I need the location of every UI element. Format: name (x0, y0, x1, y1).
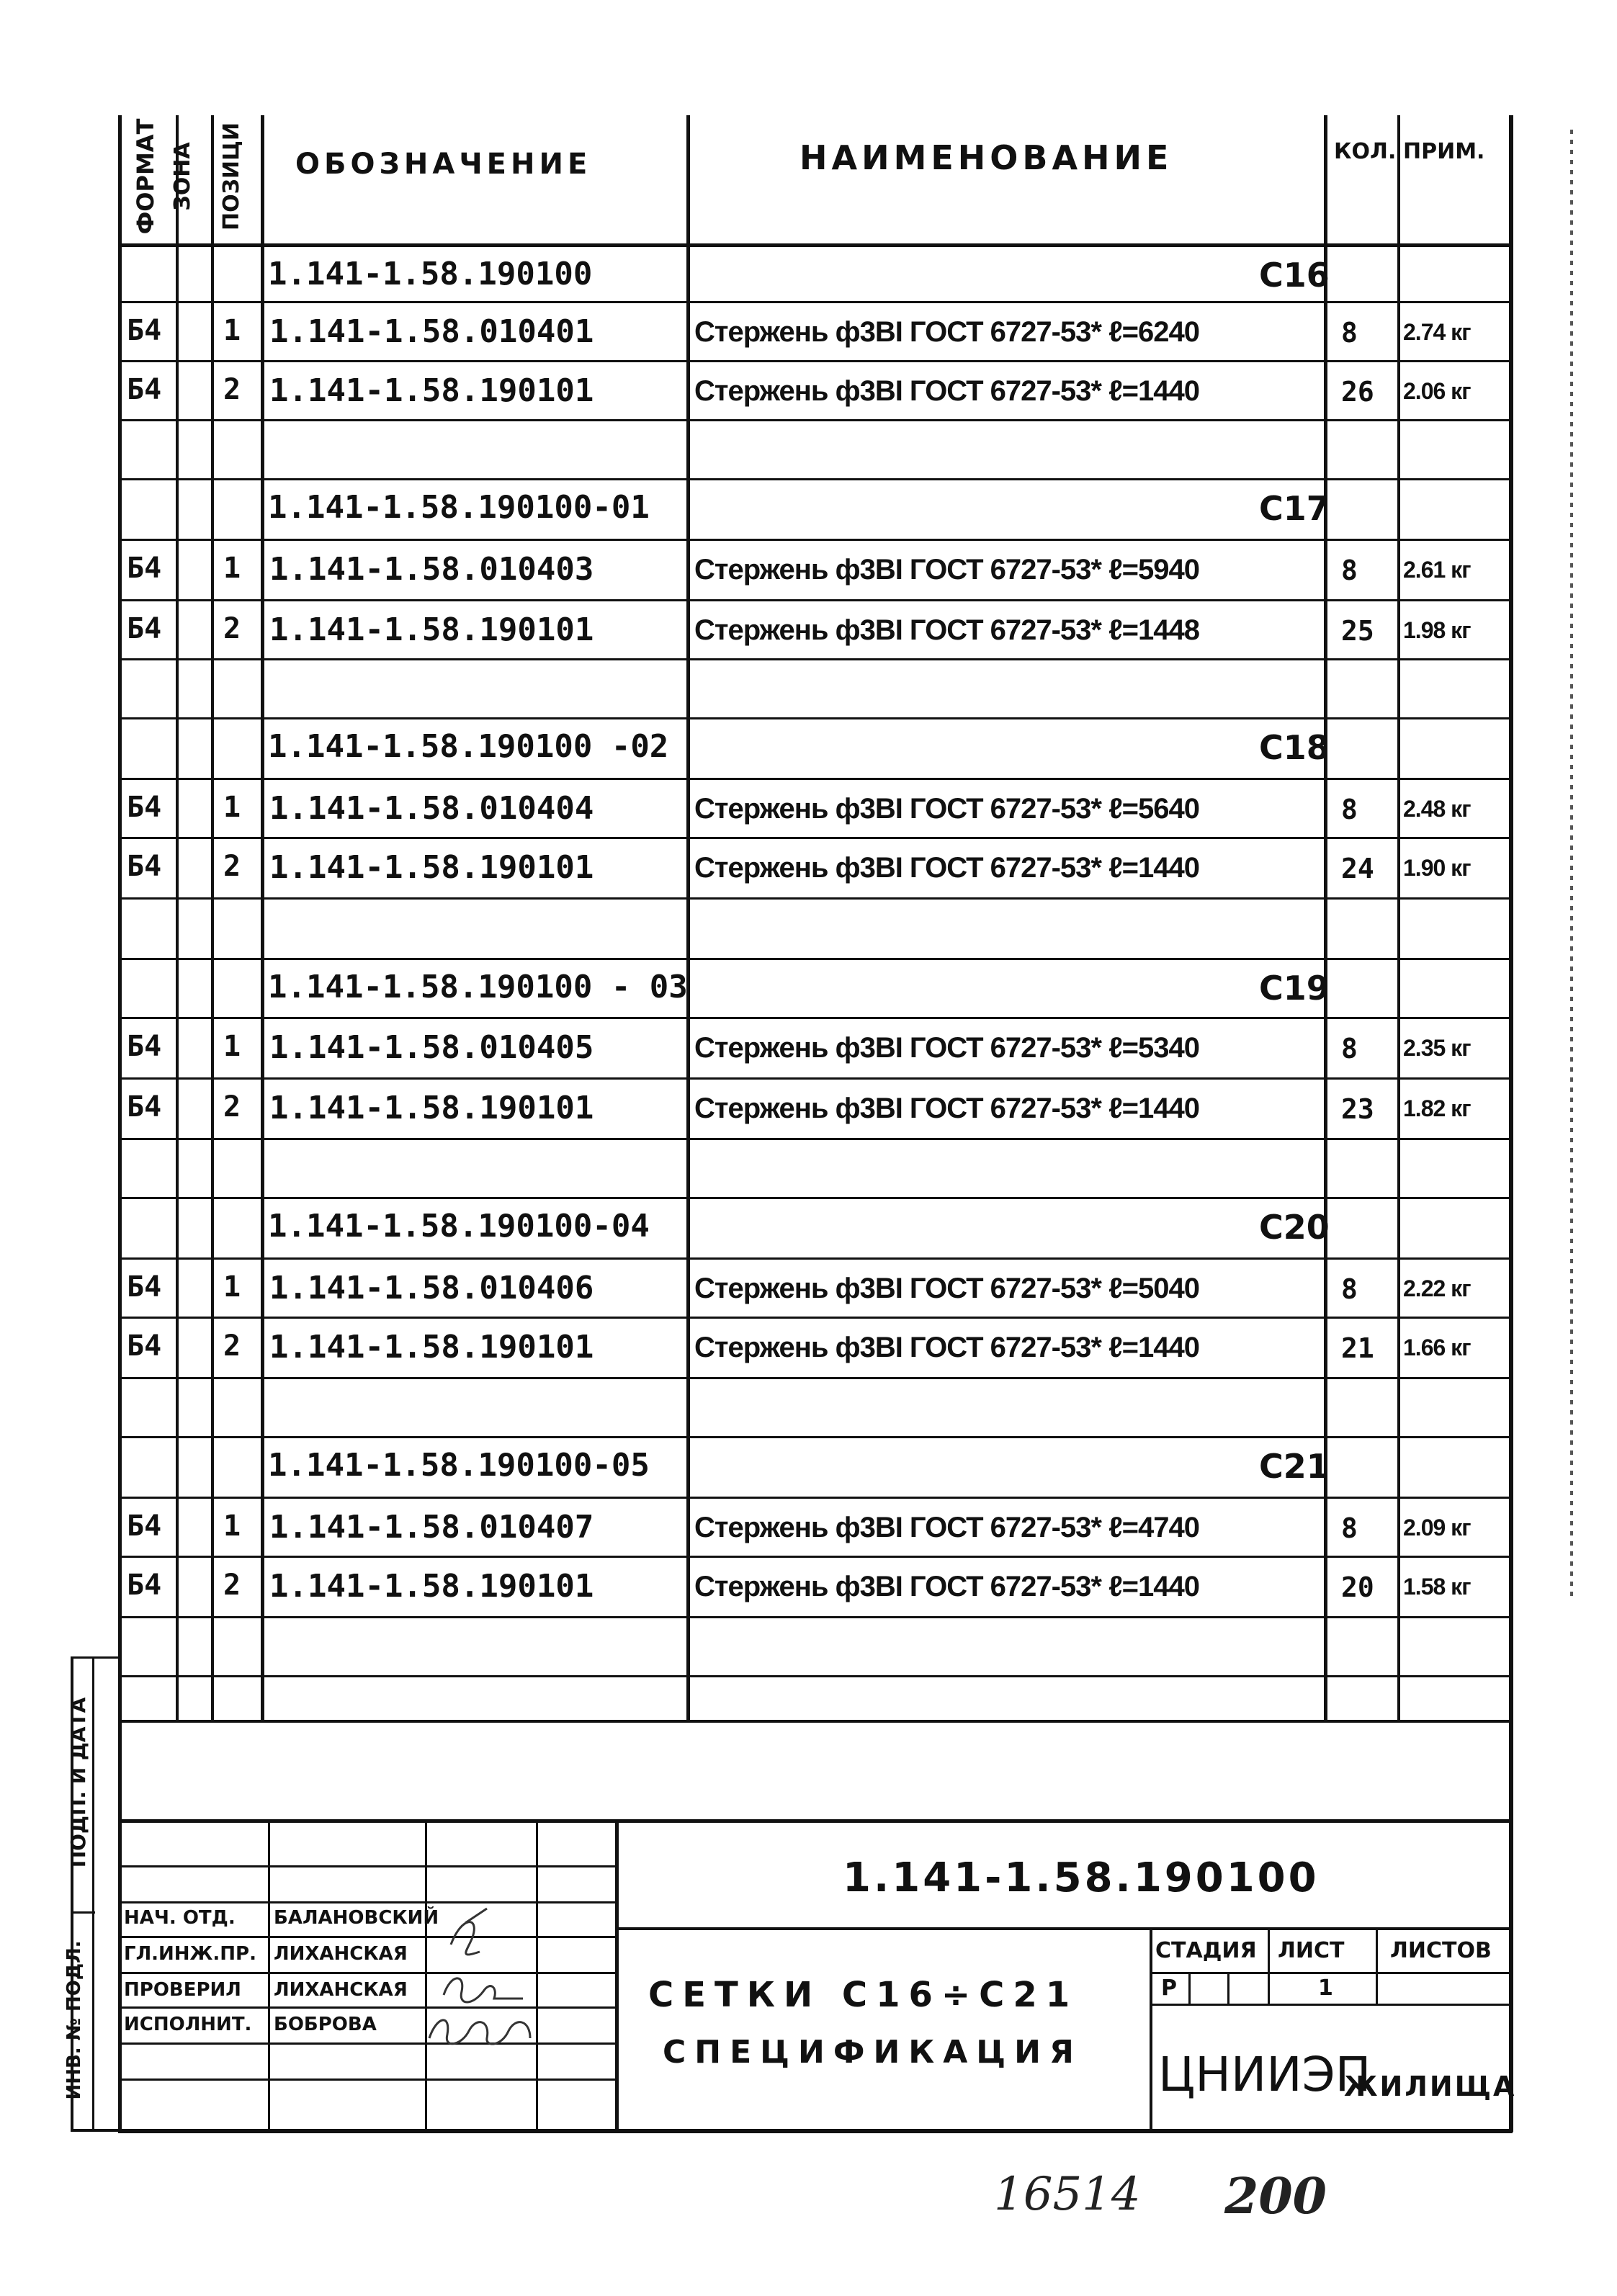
row-line (118, 419, 1513, 421)
row-format: Б4 (127, 1270, 162, 1304)
row-position: 1 (223, 552, 241, 585)
group-mark: С19 (1259, 969, 1330, 1008)
header-note: ПРИМ. (1403, 139, 1485, 164)
row-note: 2.22 кг (1403, 1275, 1471, 1301)
col-line-designation (686, 115, 690, 1721)
row-designation: 1.141-1.58.010407 (269, 1509, 594, 1546)
tb-stage-label: СТАДИЯ (1155, 1938, 1257, 1963)
tb-main-divider (615, 1819, 619, 2130)
row-position: 2 (223, 1329, 241, 1363)
row-line (118, 658, 1513, 660)
col-line-pos (261, 115, 264, 1721)
row-position: 1 (223, 1270, 241, 1304)
row-name: Стержень ф3ВI ГОСТ 6727-53* ℓ=1440 (694, 1332, 1199, 1363)
tb-role: ГЛ.ИНЖ.ПР. (124, 1943, 256, 1965)
group-mark: С18 (1259, 728, 1330, 767)
group-mark: С17 (1259, 489, 1330, 528)
header-designation: ОБОЗНАЧЕНИЕ (295, 148, 592, 181)
group-designation: 1.141-1.58.190100 -02 (268, 728, 669, 765)
tb-person: ЛИХАНСКАЯ (274, 1979, 408, 2001)
tb-stage-header-bottom (1150, 1972, 1513, 1974)
row-qty: 25 (1341, 615, 1374, 647)
row-line (118, 599, 1513, 601)
row-designation: 1.141-1.58.190101 (269, 1568, 594, 1605)
group-designation: 1.141-1.58.190100 - 03 (268, 969, 688, 1005)
tb-organization-suffix: ЖИЛИЩА (1344, 2071, 1517, 2102)
row-note: 2.06 кг (1403, 378, 1471, 404)
row-designation: 1.141-1.58.010406 (269, 1270, 594, 1306)
row-name: Стержень ф3ВI ГОСТ 6727-53* ℓ=5340 (694, 1032, 1199, 1064)
tb-organization-logo: ЦНИИЭП (1158, 2047, 1371, 2102)
row-format: Б4 (127, 791, 162, 824)
row-format: Б4 (127, 612, 162, 645)
row-position: 1 (223, 1510, 241, 1543)
header-bottom-line (118, 243, 1513, 247)
row-position: 1 (223, 314, 241, 347)
tb-sheets-label: ЛИСТОВ (1390, 1938, 1492, 1963)
table-border-right (1509, 115, 1513, 2132)
group-mark: С16 (1259, 256, 1330, 295)
row-note: 1.90 кг (1403, 855, 1471, 881)
col-line-note (1397, 115, 1400, 1721)
row-name: Стержень ф3ВI ГОСТ 6727-53* ℓ=1440 (694, 1093, 1199, 1124)
side-stamp-inv-no: ИНВ. № ПОДЛ. (63, 1940, 85, 2100)
row-name: Стержень ф3ВI ГОСТ 6727-53* ℓ=1440 (694, 1571, 1199, 1602)
row-note: 2.35 кг (1403, 1035, 1471, 1061)
row-note: 1.98 кг (1403, 617, 1471, 643)
row-designation: 1.141-1.58.010405 (269, 1029, 594, 1066)
tb-doc-code: 1.141-1.58.190100 (843, 1855, 1320, 1901)
tb-title-line2: СПЕЦИФИКАЦИЯ (663, 2034, 1083, 2071)
row-line (118, 1197, 1513, 1199)
handwritten-number: 16514 (994, 2168, 1141, 2221)
row-designation: 1.141-1.58.010401 (269, 313, 594, 350)
row-line (118, 717, 1513, 719)
row-position: 2 (223, 850, 241, 883)
header-position: ПОЗИЦИ (219, 122, 244, 230)
tb-role: ИСПОЛНИТ. (124, 2014, 252, 2035)
row-note: 2.74 кг (1403, 319, 1471, 345)
row-line (118, 1556, 1513, 1558)
side-stamp-sign-date: ПОДП. И ДАТА (66, 1697, 90, 1868)
row-line (118, 1675, 1513, 1677)
row-position: 1 (223, 791, 241, 824)
header-zone: ЗОНА (170, 142, 195, 211)
tb-role: ПРОВЕРИЛ (124, 1979, 241, 2001)
side-stamp-bottom (71, 2129, 121, 2132)
tb-code-bottom (615, 1927, 1513, 1930)
row-line (118, 778, 1513, 780)
row-format: Б4 (127, 1569, 162, 1602)
row-qty: 8 (1341, 1512, 1358, 1544)
row-line (118, 1616, 1513, 1618)
row-format: Б4 (127, 552, 162, 585)
tb-sig-row (118, 1901, 615, 1903)
group-designation: 1.141-1.58.190100 (268, 256, 593, 292)
row-qty: 20 (1341, 1571, 1374, 1603)
tb-sig-row (118, 2078, 615, 2081)
tb-sig-row (118, 1936, 615, 1938)
tb-role: НАЧ. ОТД. (124, 1907, 236, 1929)
tb-person: БАЛАНОВСКИЙ (274, 1907, 439, 1929)
row-line (118, 360, 1513, 362)
row-position: 2 (223, 373, 241, 406)
row-qty: 8 (1341, 317, 1358, 349)
row-line (118, 539, 1513, 541)
row-line (118, 958, 1513, 960)
tb-sheet-value: 1 (1318, 1976, 1333, 2001)
row-line (118, 1377, 1513, 1379)
row-name: Стержень ф3ВI ГОСТ 6727-53* ℓ=5940 (694, 554, 1199, 586)
row-name: Стержень ф3ВI ГОСТ 6727-53* ℓ=1440 (694, 852, 1199, 884)
header-format: ФОРМАТ (132, 118, 159, 235)
table-border-left (118, 115, 122, 1721)
row-qty: 8 (1341, 1273, 1358, 1305)
row-position: 1 (223, 1030, 241, 1063)
row-line (118, 478, 1513, 480)
row-line (118, 837, 1513, 839)
header-qty: КОЛ. (1334, 139, 1397, 164)
tb-left-border (118, 1721, 122, 2132)
row-qty: 8 (1341, 555, 1358, 586)
tb-top-line (118, 1819, 1513, 1823)
row-designation: 1.141-1.58.010404 (269, 790, 594, 827)
row-format: Б4 (127, 314, 162, 347)
row-line (118, 301, 1513, 303)
tb-sig-row (118, 1865, 615, 1867)
row-designation: 1.141-1.58.190101 (269, 611, 594, 648)
row-name: Стержень ф3ВI ГОСТ 6727-53* ℓ=6240 (694, 316, 1199, 348)
group-mark: С20 (1259, 1208, 1330, 1247)
side-stamp-divider (92, 1656, 94, 2132)
row-position: 2 (223, 612, 241, 645)
group-mark: С21 (1259, 1447, 1330, 1486)
row-format: Б4 (127, 1510, 162, 1543)
group-designation: 1.141-1.58.190100-01 (268, 489, 650, 526)
row-designation: 1.141-1.58.010403 (269, 551, 594, 588)
row-name: Стержень ф3ВI ГОСТ 6727-53* ℓ=4740 (694, 1512, 1199, 1543)
row-note: 2.61 кг (1403, 557, 1471, 583)
row-name: Стержень ф3ВI ГОСТ 6727-53* ℓ=5640 (694, 793, 1199, 825)
row-name: Стержень ф3ВI ГОСТ 6727-53* ℓ=1448 (694, 614, 1199, 646)
handwritten-page: 200 (1224, 2168, 1327, 2225)
signature-3 (422, 2002, 545, 2060)
row-qty: 23 (1341, 1093, 1374, 1125)
col-line-format (176, 115, 179, 1721)
row-name: Стержень ф3ВI ГОСТ 6727-53* ℓ=5040 (694, 1273, 1199, 1304)
row-note: 2.09 кг (1403, 1515, 1471, 1541)
row-position: 2 (223, 1569, 241, 1602)
row-qty: 8 (1341, 794, 1358, 825)
row-format: Б4 (127, 1090, 162, 1124)
row-designation: 1.141-1.58.190101 (269, 849, 594, 886)
row-line (118, 1257, 1513, 1260)
row-name: Стержень ф3ВI ГОСТ 6727-53* ℓ=1440 (694, 375, 1199, 407)
row-line (118, 1317, 1513, 1319)
group-designation: 1.141-1.58.190100-04 (268, 1208, 650, 1245)
row-designation: 1.141-1.58.190101 (269, 1090, 594, 1126)
signature-1 (429, 1901, 537, 1973)
row-format: Б4 (127, 373, 162, 406)
tb-stage-sub2 (1227, 1973, 1229, 2005)
tb-sheet-label: ЛИСТ (1278, 1938, 1345, 1963)
row-designation: 1.141-1.58.190101 (269, 1329, 594, 1366)
row-qty: 24 (1341, 853, 1374, 884)
col-line-zone (211, 115, 214, 1721)
row-note: 1.82 кг (1403, 1095, 1471, 1121)
tb-person: ЛИХАНСКАЯ (274, 1943, 408, 1965)
row-line (118, 1077, 1513, 1080)
row-designation: 1.141-1.58.190101 (269, 372, 594, 409)
row-line (118, 1017, 1513, 1019)
group-designation: 1.141-1.58.190100-05 (268, 1447, 650, 1484)
row-line (118, 1436, 1513, 1438)
row-line (118, 1497, 1513, 1499)
row-line (118, 1138, 1513, 1140)
tb-person: БОБРОВА (274, 2014, 377, 2035)
tb-stage-value: Р (1161, 1976, 1177, 2001)
header-name: НАИМЕНОВАНИЕ (799, 138, 1173, 177)
row-format: Б4 (127, 1329, 162, 1363)
row-line (118, 897, 1513, 900)
tb-sheet-col (1376, 1927, 1378, 2005)
tb-stage-left (1150, 1927, 1152, 2130)
row-note: 1.58 кг (1403, 1574, 1471, 1600)
margin-trace (1570, 130, 1573, 1599)
tb-stage-values-bottom (1150, 2004, 1513, 2006)
row-note: 2.48 кг (1403, 796, 1471, 822)
row-format: Б4 (127, 1030, 162, 1063)
row-qty: 21 (1341, 1332, 1374, 1364)
tb-bottom-line (118, 2129, 1513, 2133)
tb-title-line1: СЕТКИ С16÷С21 (648, 1975, 1079, 2015)
side-stamp-top (71, 1656, 121, 1659)
row-qty: 8 (1341, 1033, 1358, 1064)
table-bottom-line (118, 1720, 1513, 1723)
tb-stage-col (1268, 1927, 1270, 2005)
row-format: Б4 (127, 850, 162, 883)
row-qty: 26 (1341, 376, 1374, 408)
tb-stage-sub1 (1188, 1973, 1191, 2005)
row-position: 2 (223, 1090, 241, 1124)
row-note: 1.66 кг (1403, 1335, 1471, 1360)
